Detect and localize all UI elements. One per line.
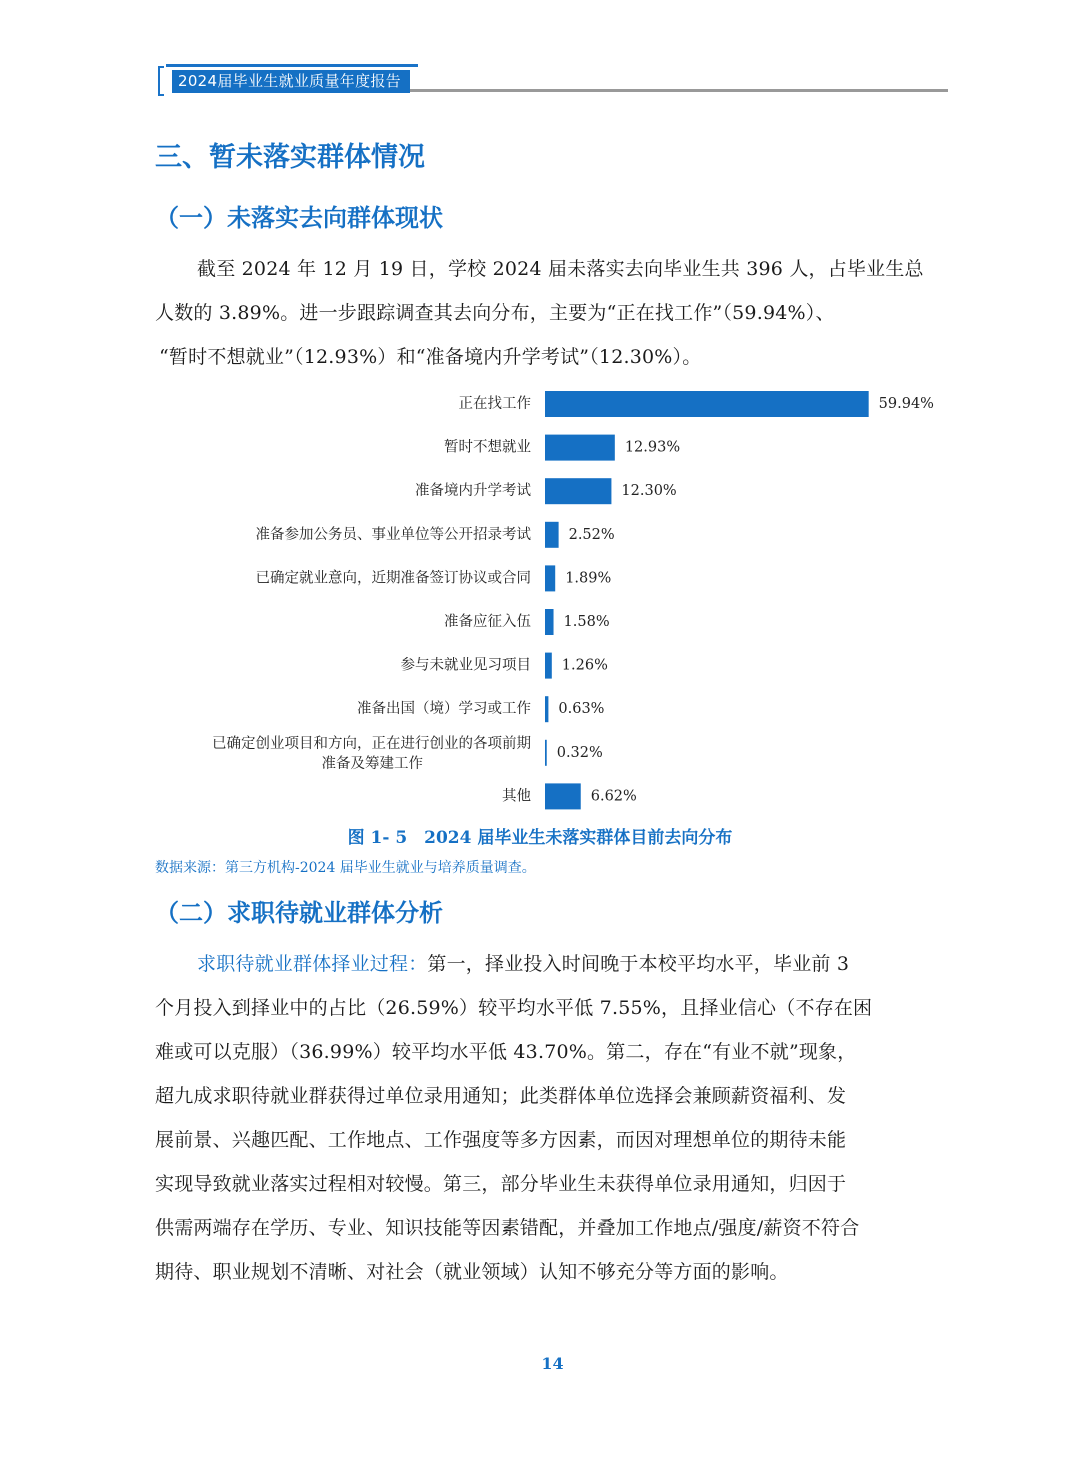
bar [545,653,552,679]
paragraph-line: 供需两端存在学历、专业、知识技能等因素错配，并叠加工作地点/强度/薪资不符合 [155,1217,860,1239]
data-source-note: 数据来源：第三方机构-2024 届毕业生就业与培养质量调查。 [155,860,536,876]
header-title: 2024届毕业生就业质量年度报告 [172,70,410,93]
paragraph-line: 实现导致就业落实过程相对较慢。第三，部分毕业生未获得单位录用通知，归因于 [155,1173,847,1195]
paragraph-line: 超九成求职待就业群获得过单位录用通知；此类群体单位选择会兼顾薪资福利、发 [155,1085,847,1107]
bar [545,478,611,504]
category-label: 准备出国（境）学习或工作 [357,701,531,718]
header-rule [410,89,948,92]
paragraph-line: 截至 2024 年 12 月 19 日，学校 2024 届未落实去向毕业生共 396 人，占毕业生总 [197,258,924,280]
data-label: 1.89% [565,570,612,587]
section-title: 三、暂未落实群体情况 [155,142,425,173]
subsection-title-2: （二）求职待就业群体分析 [155,899,443,927]
bar [545,783,581,809]
data-label: 59.94% [878,396,934,412]
destination-bar-chart [150,382,950,822]
category-label: 参与未就业见习项目 [400,657,531,674]
paragraph-line: 难或可以克服）（36.99%）较平均水平低 43.70%。第二，存在“有业不就”现象， [155,1041,857,1063]
data-label: 12.93% [624,439,681,456]
paragraph-jobseeker-analysis [155,942,950,1294]
category-label: 正在找工作 [458,396,531,412]
paragraph-line: 人数的 3.89%。进一步跟踪调查其去向分布，主要为“正在找工作”（59.94%）、 [155,302,835,324]
data-label: 12.30% [621,483,677,500]
bar [545,522,559,548]
data-label: 1.26% [561,657,608,674]
bar [545,609,554,635]
category-label: 暂时不想就业 [444,439,531,456]
category-label [212,735,531,772]
category-label: 准备参加公务员、事业单位等公开招录考试 [255,526,531,543]
bar [545,696,548,722]
data-label: 0.63% [558,701,605,718]
category-label-line: 准备及筹建工作 [321,755,423,772]
data-label: 6.62% [590,788,637,805]
category-label: 准备应征入伍 [444,614,531,630]
bar [545,565,555,591]
header-bracket [158,66,164,96]
figure-caption: 图 1- 5 2024 届毕业生未落实群体目前去向分布 [347,828,733,848]
paragraph-unplaced-status [155,247,950,379]
subsection-title-1: （一）未落实去向群体现状 [155,204,443,232]
data-label: 1.58% [563,614,610,630]
header-accent-bar [166,64,418,67]
paragraph-line: 期待、职业规划不清晰、对社会（就业领域）认知不够充分等方面的影响。 [155,1261,789,1283]
category-label: 其他 [502,788,531,805]
paragraph-line: “暂时不想就业”（12.93%）和“准备境内升学考试”（12.30%）。 [159,346,702,368]
bar [545,740,547,766]
category-label: 已确定就业意向，近期准备签订协议或合同 [255,570,531,587]
report-header [158,64,948,98]
page-number: 14 [541,1354,564,1373]
first-line-rest: 第一，择业投入时间晚于本校平均水平，毕业前 3 [427,953,850,975]
bar [545,435,615,461]
paragraph-line [155,942,950,986]
paragraph-line: 个月投入到择业中的占比（26.59%）较平均水平低 7.55%，且择业信心（不存在困 [155,997,873,1019]
data-label: 2.52% [568,526,615,543]
bar [545,391,869,417]
category-label-line: 已确定创业项目和方向，正在进行创业的各项前期 [212,735,531,752]
lead-phrase: 求职待就业群体择业过程： [197,953,428,975]
paragraph-line: 展前景、兴趣匹配、工作地点、工作强度等多方因素，而因对理想单位的期待未能 [155,1129,847,1151]
data-label: 0.32% [556,744,603,761]
category-label: 准备境内升学考试 [415,483,531,500]
